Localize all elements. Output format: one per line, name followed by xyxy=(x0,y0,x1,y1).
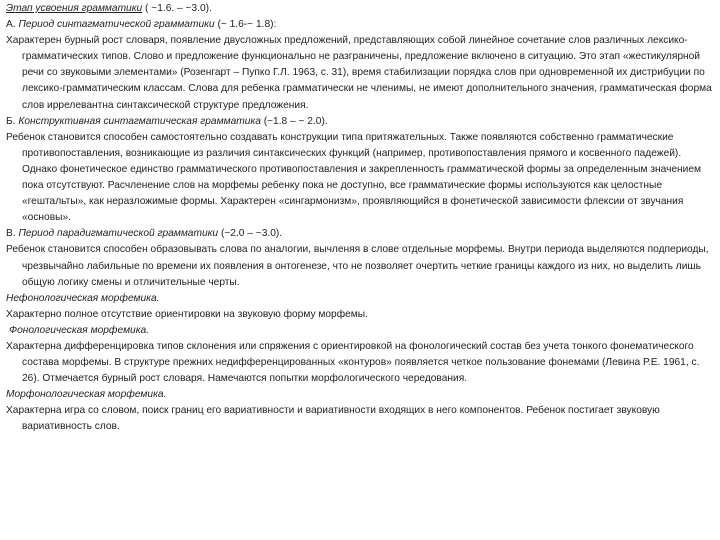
period-a-text: Характерен бурный рост словаря, появление двусложных предложений, представляющих собой линейное сочетание слов различных лексико-грамматических типов. Слово и предложение функционально не разграничены, предложение включено в ситуацию. Это этап «жестикулярной речи со звуковыми элементами» (Розенгарт – Пупко Г.Л. 1963, с. 31), время стабилизации порядка слов при одновременной их дистрибуции по лексико-грамматическим классам. Слова для ребенка грамматически не членимы, не имеют дополнительного значения, грамматическая форма слов иррелевантна синтаксической структуре предложения. xyxy=(6,35,712,111)
period-b-range: (~1.8 – ~ 2.0). xyxy=(260,115,328,127)
period-v-text: Ребенок становится способен образовывать слова по аналогии, вычленяя в слове отдельные морфемы. Внутри периода выделяются подпериоды, чрезвычайно лабильные по времени их появления в онтогенезе, что не позволяет очертить четкие границы каждого из них, но выделить лишь общую логику смены и отличительные черты. xyxy=(6,244,709,288)
nonphon-heading: Нефонологическая морфемика. xyxy=(6,292,160,304)
period-v-title: Период парадигматической грамматики xyxy=(18,228,219,240)
period-b-prefix: Б. xyxy=(6,115,19,127)
stage-range: ( ~1.6. – ~3.0). xyxy=(142,3,212,14)
phon-heading: Фонологическая морфемика. xyxy=(9,324,150,336)
period-b-title: Конструктивная синтагматическая грамматика xyxy=(18,115,261,127)
period-a-range: (~ 1.6-~ 1.8): xyxy=(214,19,277,31)
period-v-prefix: В. xyxy=(6,228,19,240)
period-v-heading xyxy=(6,226,714,242)
period-b-text: Ребенок становится способен самостоятельно создавать конструкции типа притяжательных. Также появляются собственно грамматические противопоставления, возникающие из различия синтаксических функций (например, противопоставления прямого и косвенного падежей). Однако фонетическое единство грамматического противопоставления и закрепленность грамматической формы за определенным значением пока отсутствуют. Расчленение слов на морфемы ребенку пока не доступно, все грамматические формы используются как целостные «гештальты», как неразложимые формы. Характерен «сингармонизм», проявляющийся в фонетической зависимости флексии от звучания «основы». xyxy=(6,131,702,224)
nonphon-text: Характерно полное отсутствие ориентировки на звуковую форму морфемы. xyxy=(6,308,368,320)
period-a-heading xyxy=(6,17,714,33)
period-b-heading xyxy=(6,114,714,130)
stage-heading xyxy=(6,1,714,17)
morphon-text: Характерна игра со словом, поиск границ его вариативности и вариативности входящих в него компонентов. Ребенок постигает звуковую вариативность слов. xyxy=(6,405,660,433)
period-v-range: (~2.0 – ~3.0). xyxy=(218,228,283,240)
period-a-prefix: А. xyxy=(6,19,19,31)
morphon-heading: Морфонологическая морфемика. xyxy=(6,389,167,401)
period-a-title: Период синтагматической грамматики xyxy=(18,19,215,31)
phon-text: Характерна дифференцировка типов склонения или спряжения с ориентировкой на фонологический состав без учета тонкого фонематического состава морфемы. В структуре прежних недифференцированных «контуров» появляется четкое пользование фонемами (Левина Р.Е. 1961, с. 26). Отмечается бурный рост словаря. Намечаются попытки морфологического чередования. xyxy=(6,340,700,385)
stage-label: Этап усвоения грамматики xyxy=(6,3,143,14)
